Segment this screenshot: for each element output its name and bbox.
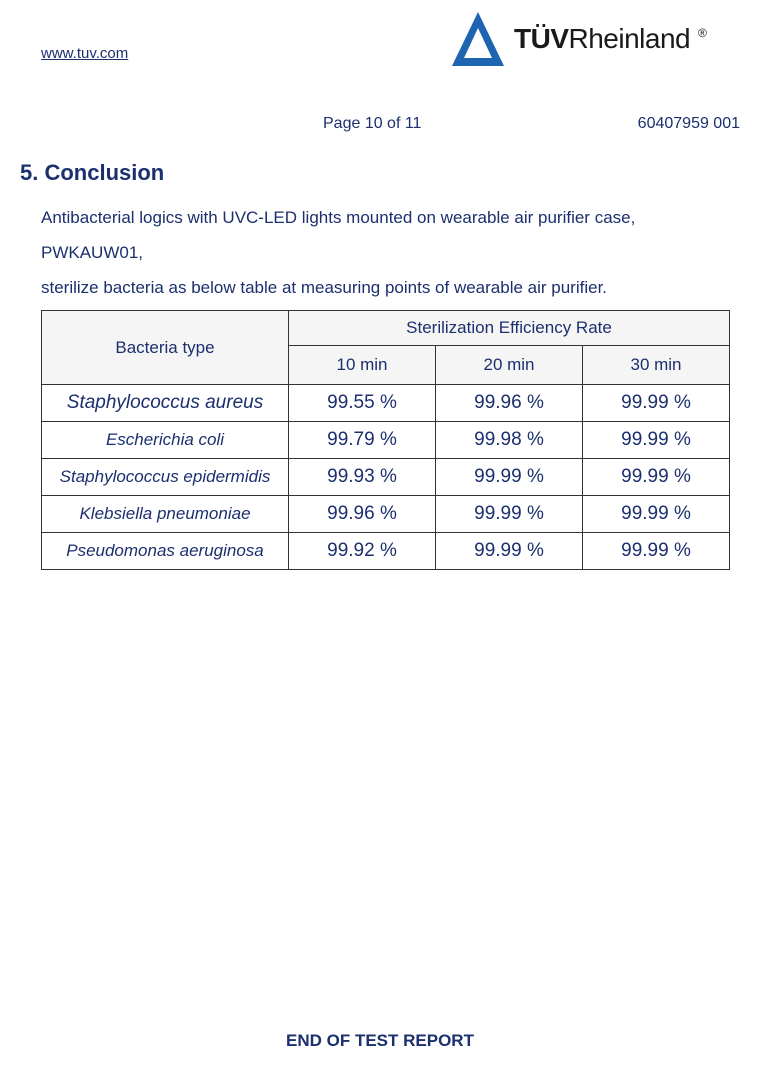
- section-title: 5. Conclusion: [20, 160, 165, 185]
- website-link[interactable]: www.tuv.com: [41, 45, 129, 62]
- triangle-logo-icon: [450, 10, 506, 70]
- sterilization-results-table: [41, 310, 730, 570]
- registered-mark: ®: [698, 26, 707, 40]
- rate-20-min: 99.99 %: [436, 533, 583, 570]
- column-header-20-min: 20 min: [436, 346, 583, 385]
- table-row: [42, 496, 730, 533]
- rate-10-min: 99.96 %: [289, 496, 436, 533]
- bacteria-name: Klebsiella pneumoniae: [42, 496, 289, 533]
- conclusion-line-1: Antibacterial logics with UVC-LED lights mounted on wearable air purifier case, PWKAUW01,: [41, 208, 636, 262]
- bacteria-name: Pseudomonas aeruginosa: [42, 533, 289, 570]
- rate-30-min: 99.99 %: [583, 496, 730, 533]
- report-number: 60407959 001: [637, 115, 740, 132]
- rate-10-min: 99.55 %: [289, 385, 436, 422]
- rate-10-min: 99.79 %: [289, 422, 436, 459]
- column-header-10-min: 10 min: [289, 346, 436, 385]
- rate-30-min: 99.99 %: [583, 422, 730, 459]
- bacteria-name: Staphylococcus epidermidis: [42, 459, 289, 496]
- conclusion-text: [41, 200, 741, 305]
- rate-20-min: 99.96 %: [436, 385, 583, 422]
- conclusion-line-2: sterilize bacteria as below table at measuring points of wearable air purifier.: [41, 278, 608, 297]
- rate-20-min: 99.98 %: [436, 422, 583, 459]
- tuv-rheinland-logo: [450, 10, 720, 70]
- table-row: [42, 533, 730, 570]
- rate-30-min: 99.99 %: [583, 459, 730, 496]
- page-number: Page 10 of 11: [323, 115, 422, 132]
- rate-20-min: 99.99 %: [436, 496, 583, 533]
- table-row: [42, 385, 730, 422]
- bacteria-name: Escherichia coli: [42, 422, 289, 459]
- rate-30-min: 99.99 %: [583, 533, 730, 570]
- end-of-report: END OF TEST REPORT: [286, 1031, 474, 1050]
- column-header-30-min: 30 min: [583, 346, 730, 385]
- column-header-bacteria-type: Bacteria type: [42, 311, 289, 385]
- table-row: [42, 459, 730, 496]
- rate-30-min: 99.99 %: [583, 385, 730, 422]
- logo-wordmark: TÜVRheinland: [514, 23, 691, 54]
- rate-20-min: 99.99 %: [436, 459, 583, 496]
- group-header-efficiency: Sterilization Efficiency Rate: [289, 311, 730, 346]
- bacteria-name: Staphylococcus aureus: [42, 385, 289, 422]
- rate-10-min: 99.92 %: [289, 533, 436, 570]
- rate-10-min: 99.93 %: [289, 459, 436, 496]
- table-row: [42, 422, 730, 459]
